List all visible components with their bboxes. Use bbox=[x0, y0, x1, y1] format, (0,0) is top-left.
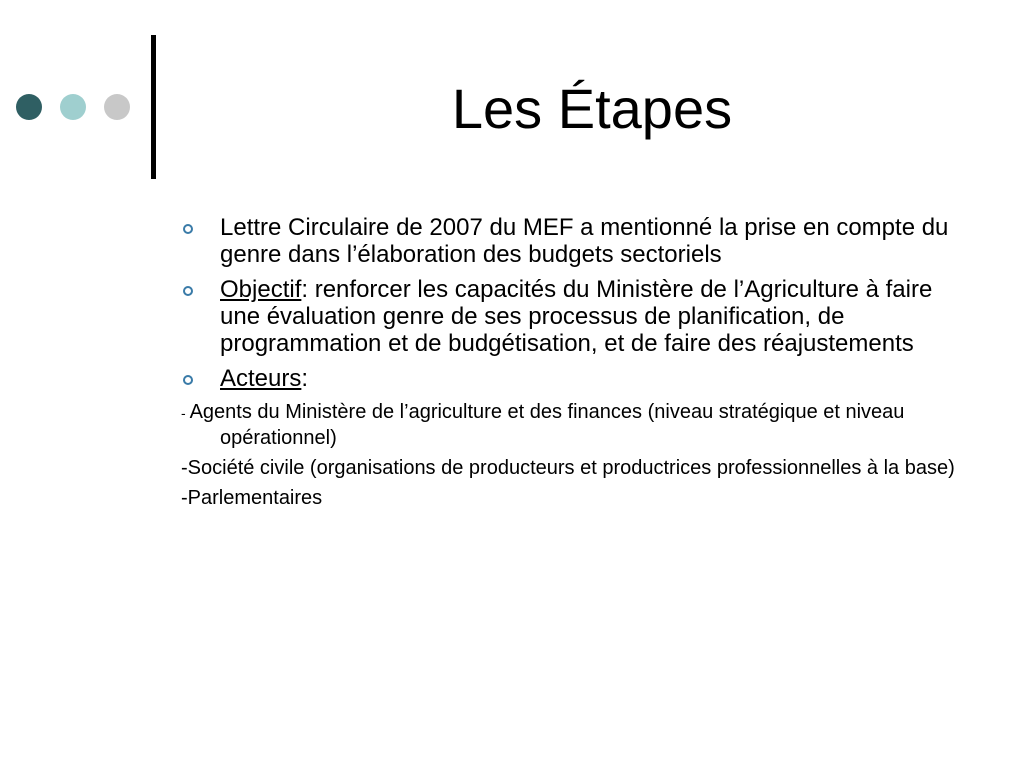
gray-dot-icon bbox=[104, 94, 130, 120]
sub-item-text: Agents du Ministère de l’agriculture et des finances (niveau stratégique et niveau opérationnel) bbox=[189, 401, 905, 449]
bullet-icon bbox=[183, 375, 193, 385]
bullet-icon bbox=[183, 224, 193, 234]
bullet-label: Acteurs bbox=[220, 365, 302, 392]
sub-item bbox=[181, 486, 961, 511]
sub-item bbox=[181, 400, 961, 451]
title-divider bbox=[151, 35, 156, 179]
dark-teal-dot-icon bbox=[16, 94, 42, 120]
sub-item-dash: - bbox=[181, 405, 190, 421]
bullet-item bbox=[181, 214, 961, 268]
bullet-item bbox=[181, 365, 961, 392]
slide-body bbox=[181, 214, 961, 516]
sub-item bbox=[181, 456, 961, 481]
bullet-text: : renforcer les capacités du Ministère de l’Agriculture à faire une évaluation genre de ses processus de planification, de programmation et de budgétisation, et de faire des réajustements bbox=[220, 276, 933, 357]
decorative-dots bbox=[16, 94, 136, 122]
sub-item-text: -Parlementaires bbox=[181, 487, 323, 509]
bullet-item bbox=[181, 276, 961, 357]
light-teal-dot-icon bbox=[60, 94, 86, 120]
slide-title: Les Étapes bbox=[451, 77, 733, 140]
sub-item-text: -Société civile (organisations de producteurs et productrices professionnelles à la base) bbox=[181, 457, 955, 479]
bullet-text: : bbox=[301, 365, 309, 392]
bullet-text: Lettre Circulaire de 2007 du MEF a mentionné la prise en compte du genre dans l’élaboration des budgets sectoriels bbox=[220, 214, 949, 268]
bullet-icon bbox=[183, 286, 193, 296]
bullet-label: Objectif bbox=[220, 276, 302, 303]
